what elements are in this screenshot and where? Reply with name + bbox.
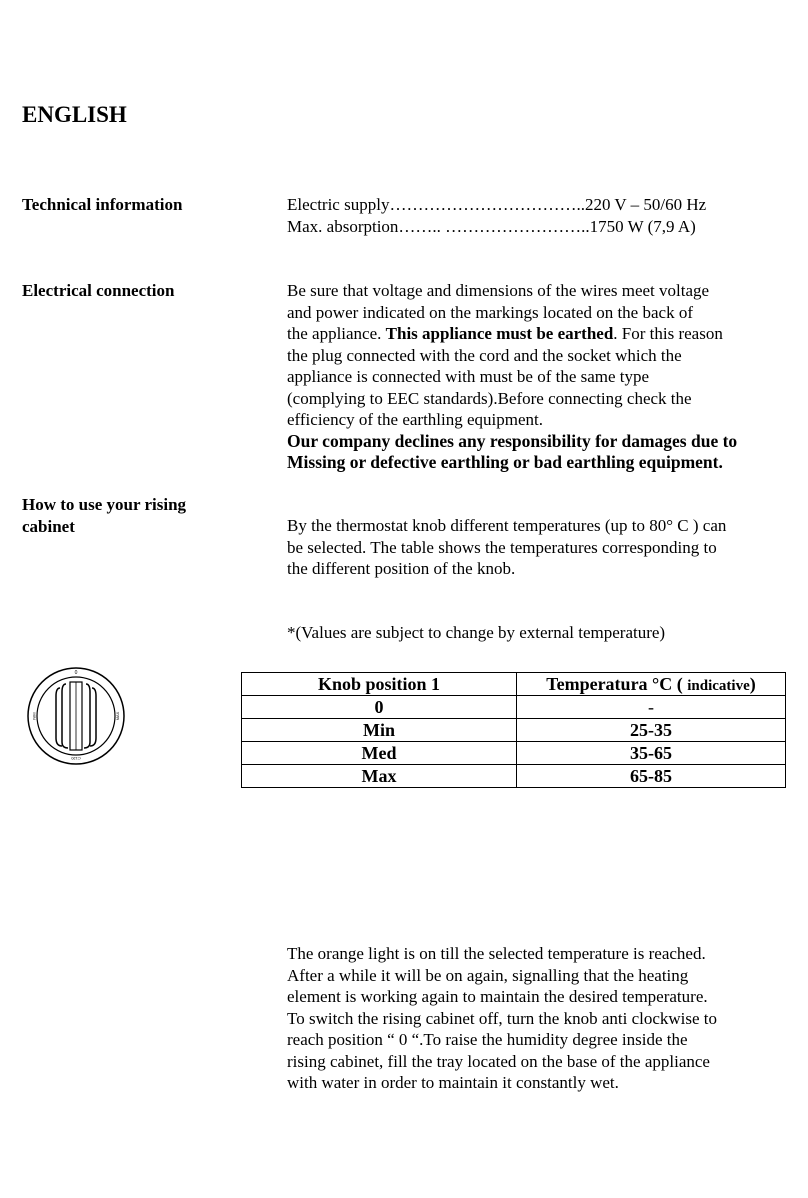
table-row [242, 696, 786, 719]
text-line: appliance is connected with must be of the same type [287, 367, 650, 386]
text-line: with water in order to maintain it constantly wet. [287, 1073, 619, 1092]
page-heading: ENGLISH [22, 102, 127, 127]
temperature-cell: - [517, 696, 786, 719]
table-header-row [242, 673, 786, 696]
column-header-knob: Knob position 1 [242, 673, 517, 696]
knob-position-cell: Max [242, 765, 517, 788]
knob-label-bottom: C120 [71, 756, 81, 761]
disclaimer-line: Missing or defective earthling or bad earthling equipment. [287, 452, 723, 472]
text-line: Be sure that voltage and dimensions of the wires meet voltage [287, 281, 710, 300]
technical-info-label: Technical information [22, 195, 183, 214]
knob-label-left: MIN [32, 712, 37, 720]
header-indicative: indicative [687, 677, 750, 694]
table-row [242, 765, 786, 788]
text-line: the different position of the knob. [287, 559, 516, 578]
text-line: To switch the rising cabinet off, turn the knob anti clockwise to [287, 1008, 718, 1028]
text-line: be selected. The table shows the temperatures corresponding to [287, 537, 717, 557]
text-line: (complying to EEC standards).Before connecting check the [287, 388, 692, 408]
max-absorption-line: Max. absorption…….. ……………………..1750 W (7,9 A) [287, 216, 696, 236]
closing-text [287, 943, 717, 1094]
text-segment: . For this reason [613, 324, 723, 343]
text-line: By the thermostat knob different temperatures (up to 80° C ) can [287, 516, 727, 535]
text-line: element is working again to maintain the desired temperature. [287, 987, 708, 1006]
table-row [242, 719, 786, 742]
knob-position-cell: 0 [242, 696, 517, 719]
how-to-use-label [22, 494, 186, 537]
text-segment: the appliance. [287, 324, 386, 343]
electrical-connection-text [287, 280, 737, 474]
text-line: efficiency of the earthling equipment. [287, 410, 544, 429]
table-row [242, 742, 786, 765]
electric-supply-line: Electric supply……………………………..220 V – 50/60 Hz [287, 195, 707, 214]
temperature-cell: 65-85 [517, 765, 786, 788]
text-line: The orange light is on till the selected temperature is reached. [287, 944, 706, 963]
temperature-cell: 35-65 [517, 742, 786, 765]
header-text: ) [749, 673, 756, 694]
disclaimer-line: Our company declines any responsibility for damages due to [287, 430, 738, 451]
text-line: the plug connected with the cord and the socket which the [287, 345, 682, 365]
earthed-warning: This appliance must be earthed [385, 324, 614, 343]
temperature-cell: 25-35 [517, 719, 786, 742]
knob-temperature-table [241, 672, 786, 788]
technical-info-text [287, 194, 706, 237]
header-text: Temperatura °C ( [546, 673, 688, 694]
text-line: reach position “ 0 “.To raise the humidity degree inside the [287, 1030, 688, 1049]
how-to-use-text [287, 515, 726, 580]
knob-position-cell: Med [242, 742, 517, 765]
thermostat-knob-icon [26, 666, 126, 766]
text-line [287, 323, 737, 345]
knob-label-right: MAX [115, 711, 120, 721]
text-line: and power indicated on the markings located on the back of [287, 302, 693, 322]
knob-label-top: 0 [74, 670, 78, 676]
values-note: *(Values are subject to change by external temperature) [287, 623, 666, 642]
electrical-connection-label: Electrical connection [22, 281, 175, 300]
label-line: How to use your rising [22, 495, 187, 514]
text-line: After a while it will be on again, signalling that the heating [287, 965, 689, 985]
knob-position-cell: Min [242, 719, 517, 742]
text-line: rising cabinet, fill the tray located on the base of the appliance [287, 1051, 710, 1071]
label-line: cabinet [22, 516, 75, 536]
column-header-temperature [517, 673, 786, 696]
